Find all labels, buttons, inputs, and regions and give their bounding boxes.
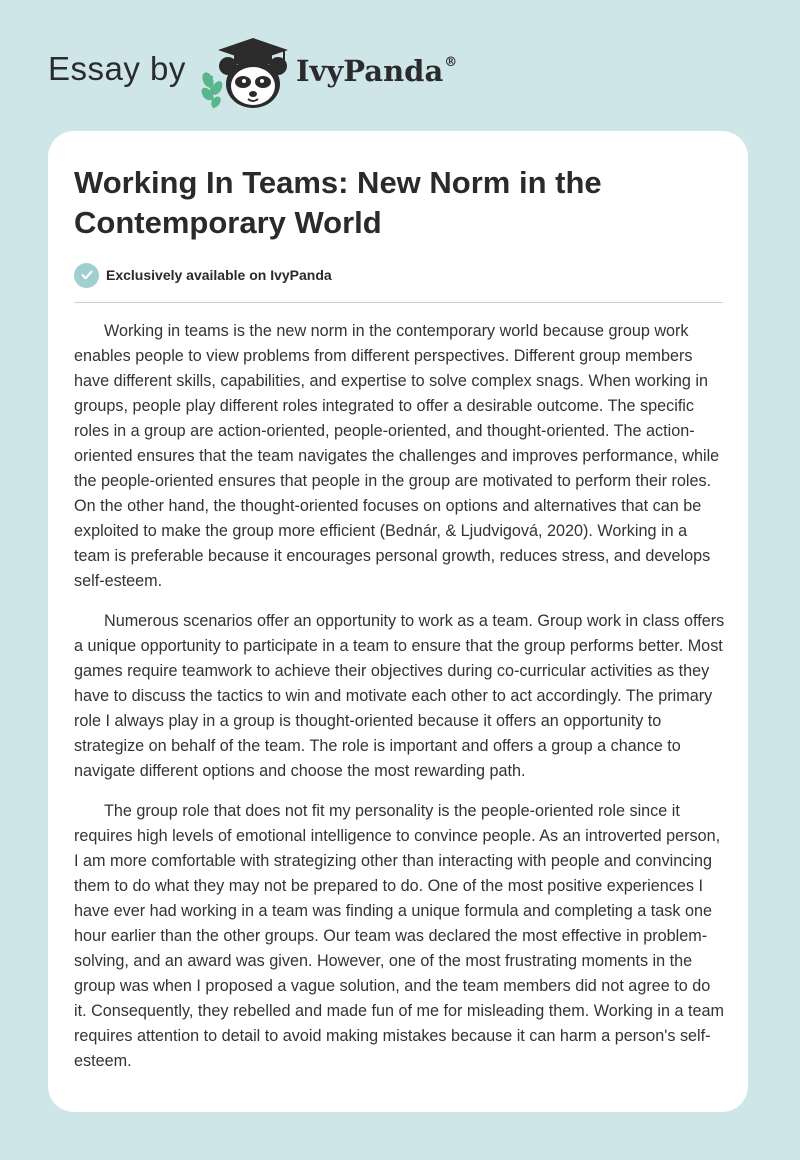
panda-graduate-icon[interactable]	[200, 36, 292, 110]
article-card	[48, 131, 748, 1112]
check-circle-icon	[74, 263, 99, 288]
paragraph-1: Working in teams is the new norm in the contemporary world because group work enables people to view problems from different perspectives. Different group members have different skills, capabilities, and expertise to solve complex snags. When working in groups, people play different roles integrated to offer a desirable outcome. The specific roles in a group are action-oriented, people-oriented, and thought-oriented. The action-oriented ensures that the team navigates the challenges and improves performance, while the people-oriented ensures that people in the group are motivated to perform their roles. On the other hand, the thought-oriented focuses on options and alternatives that can be exploited to make the group more efficient (Bednár, & Ljudvigová, 2020). Working in a team is preferable because it encourages personal growth, reduces stress, and develops self-esteem.	[74, 322, 720, 590]
essay-by-label: Essay by	[48, 50, 186, 87]
exclusive-badge	[74, 262, 332, 288]
badge-text: Exclusively available on IvyPanda	[106, 267, 332, 283]
site-header	[0, 0, 800, 130]
registered-mark: ®	[444, 55, 458, 71]
brand-text: IvyPanda	[296, 54, 444, 88]
article-body	[74, 319, 726, 1089]
paragraph-2: Numerous scenarios offer an opportunity to work as a team. Group work in class offers a unique opportunity to participate in a team to ensure that the group performs better. Most games require teamwork to achieve their objectives during co-curricular activities as they have to discuss the tactics to win and motivate each other to act accordingly. The primary role I always play in a group is thought-oriented because it offers an opportunity to strategize on behalf of the team. The role is important and offers a group a chance to navigate different options and choose the most rewarding path.	[74, 612, 725, 780]
article-title: Working In Teams: New Norm in the Contemporary World	[74, 165, 602, 240]
paragraph-3: The group role that does not fit my personality is the people-oriented role since it requires high levels of emotional intelligence to convince people. As an introverted person, I am more comfortable with strategizing other than interacting with people and convincing them to do what they may not be prepared to do. One of the most positive experiences I have ever had working in a team was finding a unique formula and completing a task one hour earlier than the other groups. Our team was declared the most effective in problem-solving, and an award was given. However, one of the most frustrating moments in the group was when I proposed a vague solution, and the team members did not agree to do it. Consequently, they rebelled and made fun of me for misleading them. Working in a team requires attention to detail to avoid making mistakes because it can harm a person's self-esteem.	[74, 802, 724, 1070]
divider	[74, 302, 723, 303]
brand-name[interactable]	[296, 54, 457, 88]
